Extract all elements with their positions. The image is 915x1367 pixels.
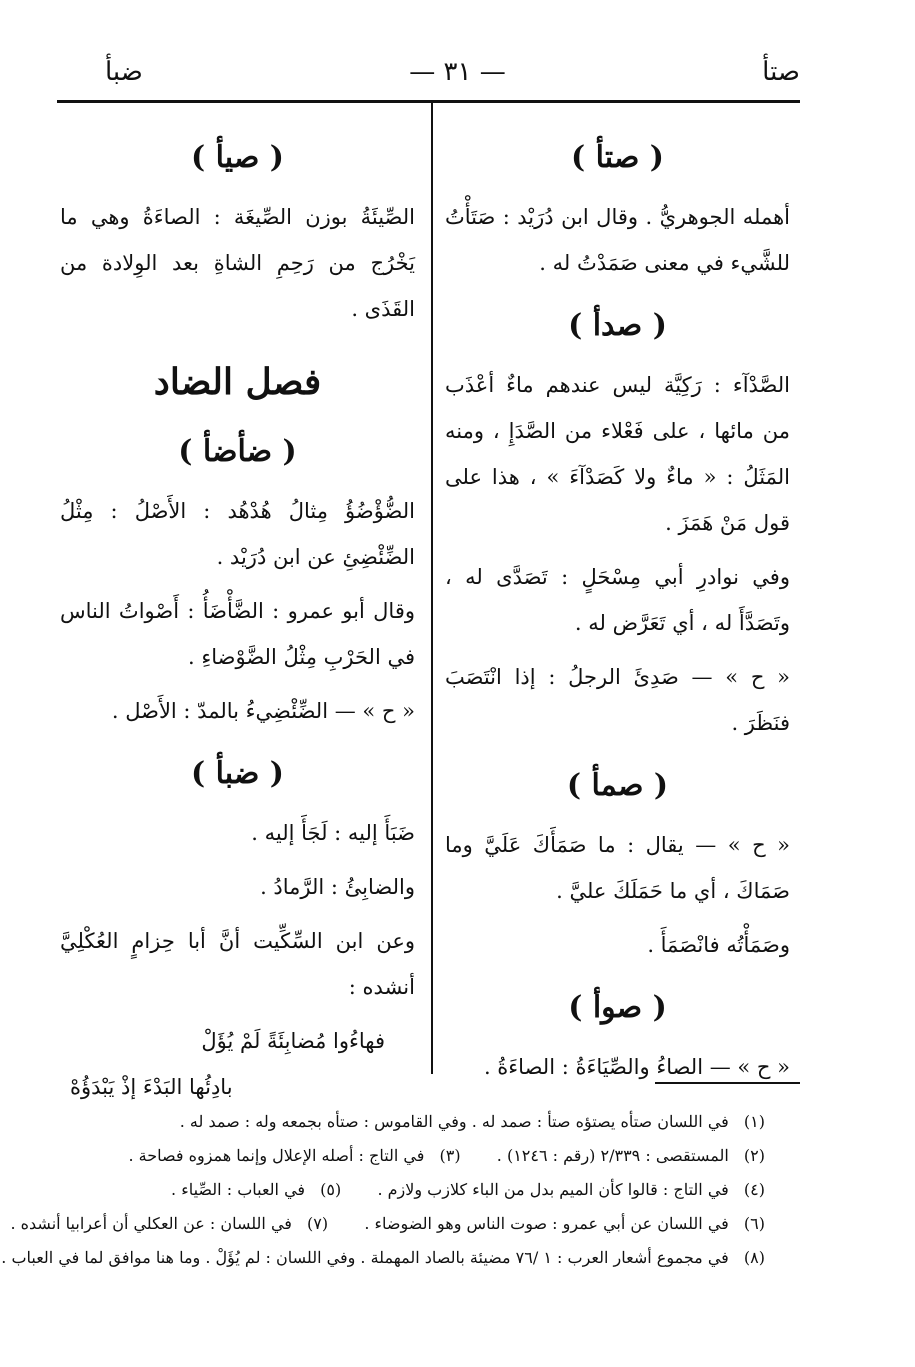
running-head-right: صتأ [762,57,800,87]
entry-paragraph: وفي نوادرِ أبي مِسْحَلٍ : تَصَدَّى له ، وتَصَدَّأَ له ، أي تَعَرَّض له . [445,565,790,635]
header-rule [57,100,800,103]
footnote [10,1207,765,1241]
entry-sawa [445,982,790,1090]
footnote-number: (٢) [743,1146,765,1165]
verse-line: فهاءُوا مُضابِئَةً لَمْ يُؤَلْ [201,1029,385,1053]
footnote-text: في اللسان عن أبي عمرو : صوت الناس وهو الضوضاء . [364,1214,729,1233]
chapter-heading: فصل الضاد [153,361,322,403]
entry-paragraph: الصَّدْآء : رَكِيَّة ليس عندهم ماءٌ أعْذَب من مائها ، على فَعْلاء من الصَّدَإِ ، ومنه المَثَلُ : « ماءٌ ولا كَصَدْآءَ » ، هذا على قول مَنْ هَمَزَ . [445,373,790,535]
entry-title: ( صوأ ) [568,990,667,1025]
footnote-text: في التاج : قالوا كأن الميم بدل من الباء كلازب ولازم . [377,1180,729,1199]
footnote-text: في التاج : أصله الإعلال وإنما همزوه فصاحة . [128,1146,425,1165]
entry-paragraph: وعن ابن السِّكِّيت أنَّ أبا حِزامٍ العُكْلِيَّ أنشده : [60,929,415,999]
footnote-text: في اللسان : عن العكلي أن أعرابيا أنشده . [10,1214,292,1233]
entry-paragraph: الضُّؤْضُؤُ مِثالُ هُدْهُد : الأَصْلُ : مِثْلُ الضِّئْضِئِ عن ابن دُرَيْد . [60,499,415,569]
entry-paragraph: « ح » — الصاءُ والصِّيَاءَةُ : الصاءَةُ . [483,1055,790,1079]
footnote-rule [655,1082,800,1084]
entry-title: ( صمأ ) [566,768,669,803]
entry-title: ( ضبأ ) [191,756,284,791]
entry-paragraph: « ح » — صَدِئَ الرجلُ : إذا انْتَصَبَ فنَظَرَ . [445,665,790,735]
footnote-text: في مجموع أشعار العرب : ١ /٧٦ مضيئة بالصاد المهملة . وفي اللسان : لم يُؤَلْ . وما هنا موافق لما في العباب . [1,1248,729,1267]
entry-paragraph: وقال أبو عمرو : الضَّأْضَأُ : أَصْواتُ الناس في الحَرْبِ مِثْلُ الضَّوْضاءِ . [60,599,415,669]
running-head-left: ضبأ [105,57,143,87]
footnotes [1,1105,765,1275]
entry-title: ( ضأضأ ) [178,434,297,469]
column-divider [431,102,433,1074]
entry-title: ( صتأ ) [571,140,664,175]
verse-line: بادِئُها البَدْءَ إذْ يَبْدَؤُهْ [70,1075,233,1099]
footnote [65,1105,765,1139]
footnote-number: (١) [743,1112,765,1131]
footnote-number: (٥) [320,1180,342,1199]
footnote-number: (٣) [439,1146,461,1165]
entry-paragraph: والضابِئُ : الرَّمادُ . [260,875,415,899]
footnote-number: (٧) [307,1214,329,1233]
entry-paragraph: الصِّيئَةُ بوزن الصِّيغَة : الصاءَةُ وهي ما يَخْرُج من رَحِمِ الشاةِ بعد الوِلادة من القَذَى . [60,205,415,321]
entry-paragraph: وصَمَأْتُه فانْصَمَأَ . [647,933,790,957]
footnote [1,1241,765,1275]
footnote-number: (٦) [743,1214,765,1233]
footnote [65,1139,765,1173]
right-column [445,118,790,1098]
entry-title: ( صيأ ) [191,140,284,175]
entry-saya [60,132,415,332]
footnote [65,1173,765,1207]
entry-paragraph: « ح » — الضِّئْضِيءُ بالمدّ : الأَصْل . [111,699,415,723]
entry-sada [445,300,790,746]
entry-paragraph: أهمله الجوهريُّ . وقال ابن دُرَيْد : صَتَأْتُ للشَّيء في معنى صَمَدْتُ له . [445,205,790,275]
footnote-text: المستقصى : ٢/٣٣٩ (رقم : ١٢٤٦) . [496,1146,729,1165]
footnote-text: في اللسان صتأه يصتؤه صتأ : صمد له . وفي القاموس : صتأه بجمعه وله : صمد له . [179,1112,729,1131]
entry-sama [445,760,790,968]
entry-daba [60,748,415,1110]
entry-title: ( صدأ ) [568,308,667,343]
footnote-text: في العباب : الصِّياء . [171,1180,306,1199]
footnote-number: (٨) [743,1248,765,1267]
entry-paragraph: ضَبَأَ إليه : لَجَأَ إليه . [251,821,415,845]
entry-sata [445,132,790,286]
footnote-number: (٤) [743,1180,765,1199]
page-number: — ٣١ — [409,57,506,87]
entry-paragraph: « ح » — يقال : ما صَمَأَكَ عَلَيَّ وما صَمَاكَ ، أي ما حَمَلَكَ عليَّ . [445,833,790,903]
left-column [60,118,415,1110]
entry-dadaa [60,426,415,734]
